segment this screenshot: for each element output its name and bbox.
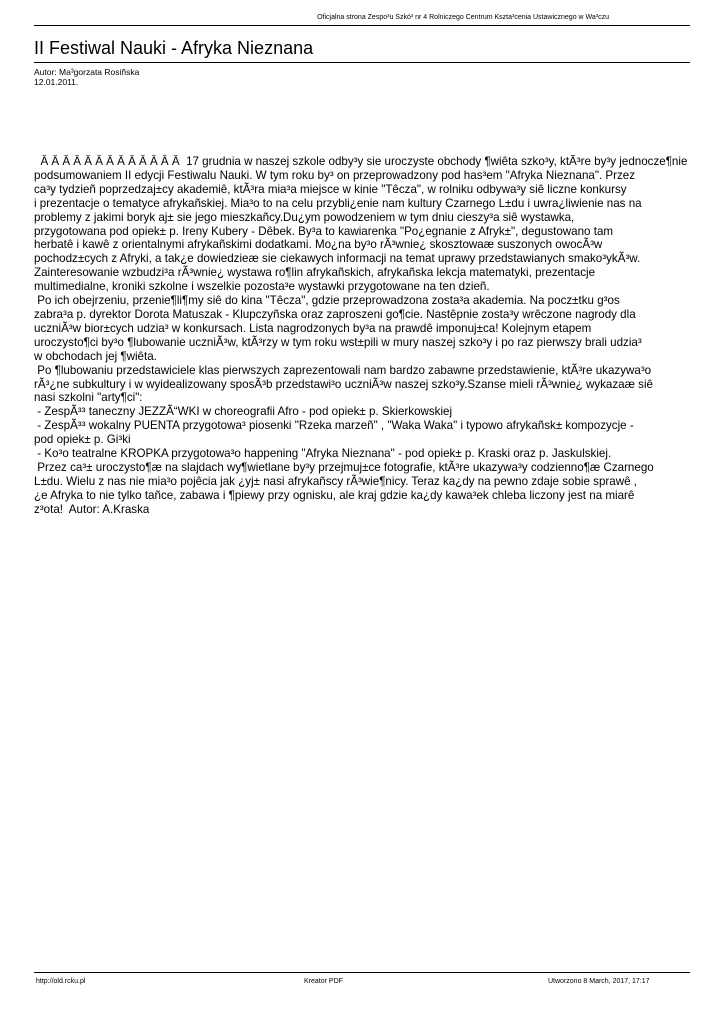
text-line: pod opiek± p. Gi³ki xyxy=(34,433,131,447)
text-line: rÃ³¿ne subkultury i w wyidealizowany sposÃ³b przedstawi³o uczniÃ³w naszej szko³y.Szanse mieli rÃ³wnie¿ wykazaæ siê xyxy=(34,377,653,391)
text-line: uroczysto¶ci by³o ¶lubowanie uczniÃ³w, ktÃ³rzy w tym roku wst±pili w mury naszej szko³y i po raz pierwszy brali udzia³ xyxy=(34,335,642,349)
footer-generator: Kreator PDF xyxy=(304,978,343,985)
site-name: Oficjalna strona Zespo³u Szkó³ nr 4 Rolniczego Centrum Kszta³cenia Ustawicznego w Wa³czu xyxy=(317,14,609,21)
text-line: przygotowana pod opiek± p. Ireny Kubery - Dêbek. By³a to kawiarenka "Po¿egnanie z Afryk±", degustowano tam xyxy=(34,224,614,238)
text-line: L±du. Wielu z nas nie mia³o pojêcia jak ¿yj± nasi afrykañscy rÃ³wie¶nicy. Teraz ka¿dy na pewno zdaje sobie sprawê , xyxy=(34,474,637,488)
text-line: uczniÃ³w bior±cych udzia³ w konkursach. Lista nagrodzonych by³a na prawdê imponuj±ca! Kolejnym etapem xyxy=(34,321,592,335)
footer-created: Utworzono 8 March, 2017, 17:17 xyxy=(548,978,650,985)
text-line: multimedialne, kroniki szkolne i wszelkie pozosta³e wystawki przygotowane na ten dzieñ. xyxy=(34,280,490,294)
text-line: Po ¶lubowaniu przedstawiciele klas pierwszych zaprezentowali nam bardzo zabawne przedstawienie, ktÃ³re ukazywa³o xyxy=(34,363,652,377)
article-meta xyxy=(34,67,139,87)
text-line: i prezentacje o tematyce afrykañskiej. Mia³o to na celu przybli¿enie nam kultury Czarnego L±du i uwra¿liwienie nas na xyxy=(34,196,642,210)
page-header xyxy=(34,13,690,26)
article-body xyxy=(34,155,725,517)
text-line: herbatê i kawê z orientalnymi afrykañskimi dodatkami. Mo¿na by³o rÃ³wnie¿ skosztowaæ suszonych owocÃ³w xyxy=(34,238,603,252)
text-line: nasi szkolni "arty¶ci": xyxy=(34,391,143,405)
text-line: problemy z jakimi boryk aj± sie jego mieszkañcy.Du¿ym powodzeniem w tym dniu cieszy³a siê wystawka, xyxy=(34,210,575,224)
text-line: w obchodach jej ¶wiêta. xyxy=(34,349,157,363)
text-line: pochodz±cych z Afryki, a tak¿e dowiedzieæ sie ciekawych informacji na temat uprawy przedstawianych smako³ykÃ³w. xyxy=(34,252,641,266)
text-line: - Ko³o teatralne KROPKA przygotowa³o happening "Afryka Nieznana" - pod opiek± p. Kraski oraz p. Jaskulskiej. xyxy=(34,447,612,461)
text-line: Po ich obejrzeniu, przenie¶li¶my siê do kina "Têcza", gdzie przeprowadzona zosta³a akademia. Na pocz±tku g³os xyxy=(34,294,620,308)
article-title: II Festiwal Nauki - Afryka Nieznana xyxy=(34,37,690,63)
text-line: ca³y tydzieñ poprzedzaj±cy akademiê, ktÃ³ra mia³a miejsce w kinie "Têcza", w rolniku odbywa³y siê liczne konkursy xyxy=(34,182,627,196)
text-line: Przez ca³± uroczysto¶æ na slajdach wy¶wietlane by³y przejmuj±ce fotografie, ktÃ³re ukazywa³y codzienno¶æ Czarnego xyxy=(34,460,654,474)
article-date: 12.01.2011. xyxy=(34,77,79,87)
text-line: - ZespÃ³³ taneczny JEZZÃ“WKI w choreografii Afro - pod opiek± p. Skierkowskiej xyxy=(34,405,453,419)
page-footer xyxy=(34,972,690,985)
author-line: Autor: Ma³gorzata Rosiñska xyxy=(34,67,140,77)
text-line: Â Â Â Â Â Â Â Â Â Â Â Â Â 17 grudnia w naszej szkole odby³y sie uroczyste obchody ¶wiêta szko³y, ktÃ³re by³y jednocze¶nie xyxy=(34,155,688,168)
footer-url: http://old.rcku.pl xyxy=(36,978,86,985)
text-line: zabra³a p. dyrektor Dorota Matuszak - Klupczyñska oraz zaproszeni go¶cie. Nastêpnie zosta³y wrêczone nagrody dla xyxy=(34,307,636,321)
text-line: ¿e Afryka to nie tylko tañce, zabawa i ¶piewy przy ognisku, ale kraj gdzie ka¿dy kawa³ek chleba liczony jest na miarê xyxy=(34,488,635,502)
text-line: - ZespÃ³³ wokalny PUENTA przygotowa³ piosenki "Rzeka marzeñ" , "Waka Waka" i typowo afrykañsk± kompozycje - xyxy=(34,419,634,433)
text-line: podsumowaniem II edycji Festiwalu Nauki. W tym roku by³ on przeprowadzony pod has³em "Afryka Nieznana". Przez xyxy=(34,168,636,182)
text-line: Zainteresowanie wzbudzi³a rÃ³wnie¿ wystawa ro¶lin afrykañskich, afrykañska lekcja matematyki, prezentacje xyxy=(34,266,596,280)
text-line: z³ota! Autor: A.Kraska xyxy=(34,502,150,516)
